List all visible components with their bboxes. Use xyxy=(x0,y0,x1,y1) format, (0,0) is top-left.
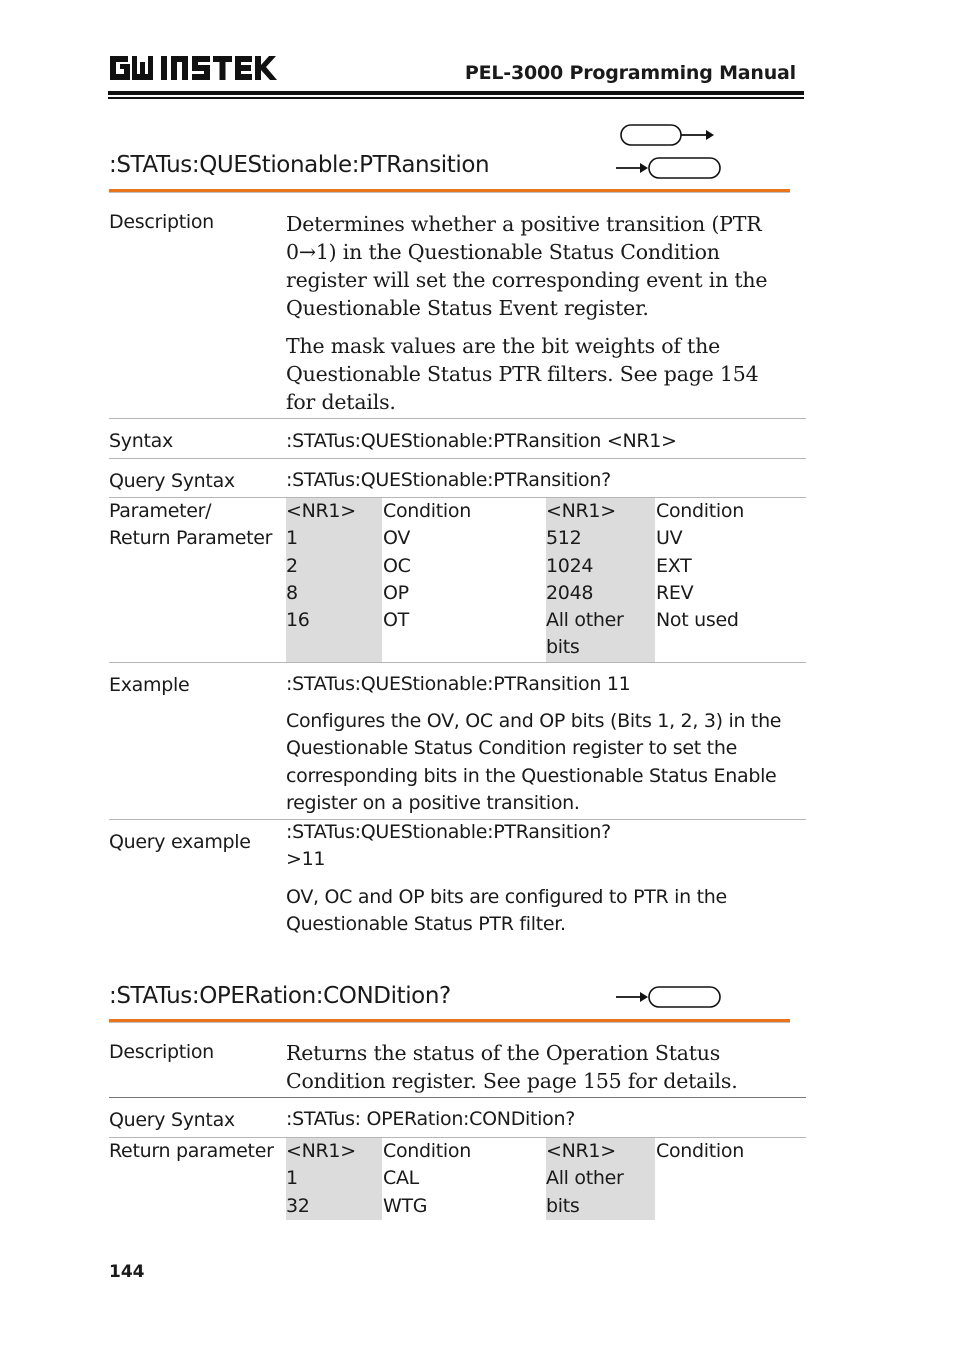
table-cell: OV xyxy=(383,527,411,550)
query-command-icon xyxy=(614,155,724,183)
row-divider xyxy=(109,819,806,820)
header-rule xyxy=(108,91,804,95)
table-cell: Condition xyxy=(656,500,744,522)
table-cell: 2 xyxy=(286,554,298,577)
table-cell: 2048 xyxy=(546,581,594,604)
description-label: Description xyxy=(109,211,214,233)
description-text: Determines whether a positive transition (PTR 0→1) in the Questionable Status Condition register will set the corresponding event in the Questionable Status Event register. xyxy=(286,212,768,320)
command-title: :STATus:OPERation:CONDition? xyxy=(109,983,451,1009)
table-cell: 1024 xyxy=(546,554,594,577)
header-rule-thin xyxy=(108,97,804,99)
table-cell: <NR1> xyxy=(286,500,356,522)
table-cell: All other bits xyxy=(546,609,624,659)
syntax-text: :STATus:QUEStionable:PTRansition <NR1> xyxy=(286,430,677,452)
table-cell: OC xyxy=(383,554,411,577)
table-cell: 32 xyxy=(286,1194,310,1217)
table-cell: REV xyxy=(656,581,694,604)
table-cell: 1 xyxy=(286,1167,298,1190)
table-cell: All other bits xyxy=(546,1167,624,1217)
table-cell: EXT xyxy=(656,554,692,577)
query-example-response: >11 xyxy=(286,848,326,870)
table-cell: Condition xyxy=(656,1140,744,1162)
page-number: 144 xyxy=(109,1262,145,1282)
return-parameter-label: Return parameter xyxy=(109,1140,274,1162)
table-cell: UV xyxy=(656,527,683,550)
table-cell: 16 xyxy=(286,609,310,632)
query-example-label: Query example xyxy=(109,831,251,853)
table-cell: Condition xyxy=(383,500,471,522)
gw-instek-logo xyxy=(108,52,278,84)
table-cell: WTG xyxy=(383,1194,428,1217)
condition-column xyxy=(383,1138,471,1220)
command-title: :STATus:QUEStionable:PTRansition xyxy=(109,152,490,178)
table-cell: 1 xyxy=(286,527,298,550)
table-cell: CAL xyxy=(383,1167,419,1190)
table-cell: <NR1> xyxy=(546,500,616,522)
nr1-column xyxy=(546,1138,624,1220)
nr1-column xyxy=(546,498,624,662)
section-rule xyxy=(109,189,790,193)
query-syntax-text: :STATus:QUEStionable:PTRansition? xyxy=(286,469,611,491)
table-cell: OT xyxy=(383,609,409,632)
row-divider xyxy=(109,662,806,663)
description-text-2: The mask values are the bit weights of the Questionable Status PTR filters. See page 154 for details. xyxy=(286,334,759,414)
query-syntax-label: Query Syntax xyxy=(109,470,235,492)
row-divider xyxy=(109,1097,806,1098)
query-example-text: OV, OC and OP bits are configured to PTR in the Questionable Status PTR filter. xyxy=(286,886,727,936)
return-parameter-label: Return Parameter xyxy=(109,527,273,549)
query-syntax-label: Query Syntax xyxy=(109,1109,235,1131)
table-cell: <NR1> xyxy=(546,1140,616,1162)
nr1-column xyxy=(286,498,356,634)
table-cell: Not used xyxy=(656,609,739,632)
section-rule xyxy=(109,1019,790,1023)
condition-column xyxy=(656,498,744,634)
row-divider xyxy=(109,458,806,459)
table-cell: 8 xyxy=(286,581,298,604)
example-text: Configures the OV, OC and OP bits (Bits 1, 2, 3) in the Questionable Status Condition register to set the corresponding bits in the Questionable Status Enable register on a positive transition. xyxy=(286,710,782,814)
example-label: Example xyxy=(109,674,190,696)
nr1-column xyxy=(286,1138,356,1220)
syntax-label: Syntax xyxy=(109,430,173,452)
manual-title: PEL-3000 Programming Manual xyxy=(464,62,796,84)
description-label: Description xyxy=(109,1041,214,1063)
query-syntax-text: :STATus: OPERation:CONDition? xyxy=(286,1108,575,1130)
query-command-icon xyxy=(614,984,724,1012)
table-cell: OP xyxy=(383,581,409,604)
table-cell: <NR1> xyxy=(286,1140,356,1162)
table-cell: Condition xyxy=(383,1140,471,1162)
condition-column xyxy=(383,498,471,634)
condition-column xyxy=(656,1138,744,1165)
description-text: Returns the status of the Operation Status Condition register. See page 155 for details. xyxy=(286,1041,738,1093)
row-divider xyxy=(109,418,806,419)
table-cell: 512 xyxy=(546,527,582,550)
query-example-command: :STATus:QUEStionable:PTRansition? xyxy=(286,821,611,843)
parameter-label: Parameter/ xyxy=(109,500,212,522)
example-command: :STATus:QUEStionable:PTRansition 11 xyxy=(286,673,631,695)
